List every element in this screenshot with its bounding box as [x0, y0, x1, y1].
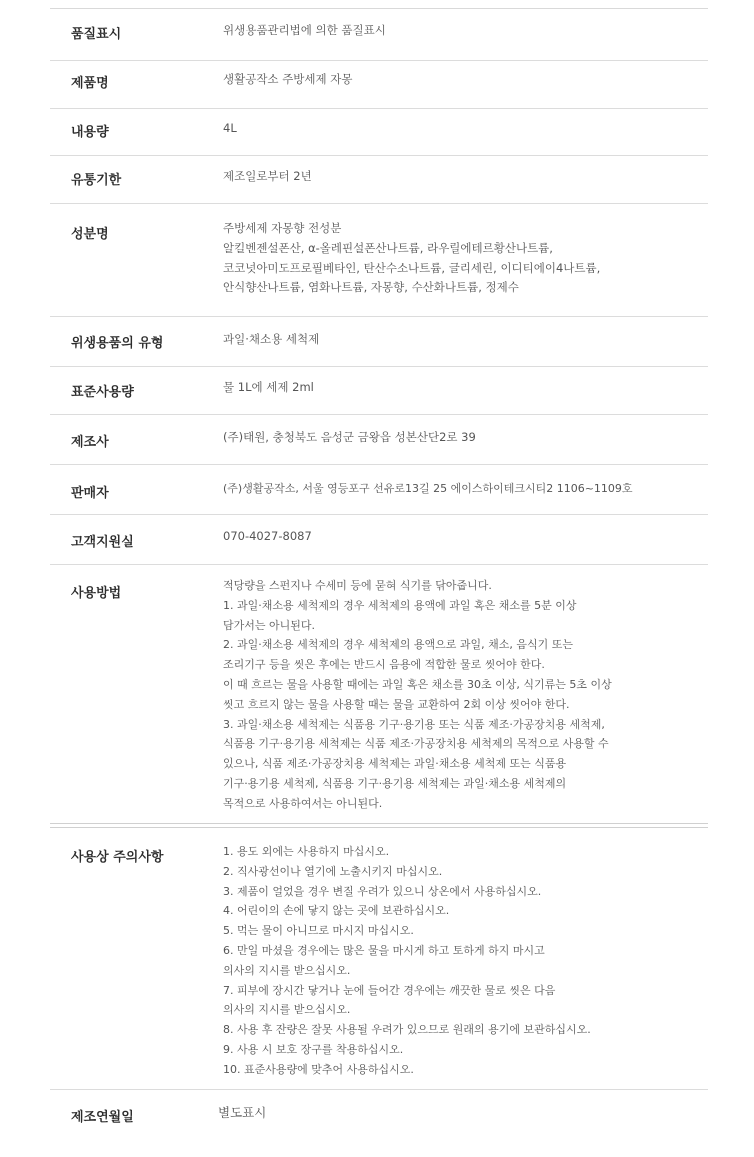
value-line: 3. 과일·채소용 세척제는 식품용 기구·용기용 또는 식품 제조·가공장치용 세척제, [223, 717, 605, 731]
row-label: 판매자 [71, 486, 109, 501]
value-line: 생활공작소 주방세제 자몽 [223, 72, 353, 86]
table-row-product-type [50, 317, 708, 367]
row-label: 제조연월일 [71, 1110, 134, 1125]
value-line: 별도표시 [218, 1105, 267, 1120]
row-value [223, 219, 600, 298]
value-line: 안식향산나트륨, 염화나트륨, 자몽향, 수산화나트륨, 정제수 [223, 280, 519, 295]
value-line: (주)생활공작소, 서울 영등포구 선유로13길 25 에이스하이테크시티2 1106~1109호 [223, 482, 633, 495]
row-value [223, 842, 591, 1080]
value-line: 기구·용기용 세척제, 식품용 기구·용기용 세척제는 과일·채소용 세척제의 [223, 776, 567, 790]
value-line: 3. 제품이 얼었을 경우 변질 우려가 있으니 상온에서 사용하십시오. [223, 884, 542, 898]
row-label: 위생용품의 유형 [71, 336, 164, 351]
value-line: 적당량을 스펀지나 수세미 등에 묻혀 식기를 닦아줍니다. [223, 579, 492, 592]
row-label: 제조사 [71, 435, 109, 450]
value-line: 담가서는 아니된다. [223, 618, 316, 632]
value-line: 있으나, 식품 제조·가공장치용 세척제는 과일·채소용 세척제 또는 식품용 [223, 757, 567, 771]
row-label: 품질표시 [71, 27, 122, 42]
table-row-manufacturer [50, 415, 708, 465]
value-line: 2. 직사광선이나 열기에 노출시키지 마십시오. [223, 864, 443, 878]
row-value [218, 1103, 266, 1123]
value-line: 5. 먹는 물이 아니므로 마시지 마십시오. [223, 924, 414, 938]
row-value [223, 479, 633, 499]
value-line: 9. 사용 시 보호 장구를 착용하십시오. [223, 1042, 404, 1056]
value-line: (주)태원, 충청북도 음성군 금왕읍 성본산단2로 39 [223, 430, 476, 444]
row-value [223, 527, 312, 547]
table-row-quality-label [50, 9, 708, 61]
row-value [223, 428, 476, 448]
value-line: 이 때 흐르는 물을 사용할 때에는 과일 혹은 채소를 30초 이상, 식기류는 5초 이상 [223, 677, 612, 691]
row-value [223, 576, 612, 814]
row-value [223, 21, 386, 41]
row-value [223, 167, 312, 187]
value-line: 씻고 흐르지 않는 물을 사용할 때는 물을 교환하여 2회 이상 씻어야 한다. [223, 697, 570, 711]
row-label: 유통기한 [71, 173, 122, 188]
value-line: 주방세제 자몽향 전성분 [223, 221, 342, 235]
table-row-ingredients [50, 204, 708, 317]
row-value [223, 330, 319, 350]
table-row-precautions [50, 828, 708, 1090]
table-row-volume [50, 109, 708, 156]
value-line: 1. 과일·채소용 세척제의 경우 세척제의 용액에 과일 혹은 채소를 5분 이상 [223, 598, 577, 612]
row-label: 고객지원실 [71, 535, 134, 550]
value-line: 조리기구 등을 씻은 후에는 반드시 음용에 적합한 물로 씻어야 한다. [223, 658, 545, 672]
row-label: 사용상 주의사항 [71, 850, 164, 865]
value-line: 코코넛아미도프로필베타인, 탄산수소나트륨, 글리세린, 이디티에이4나트륨, [223, 260, 601, 275]
value-line: 7. 피부에 장시간 닿거나 눈에 들어간 경우에는 깨끗한 물로 씻은 다음 [223, 983, 556, 997]
value-line: 070-4027-8087 [223, 529, 312, 543]
value-line: 6. 만일 마셨을 경우에는 많은 물을 마시게 하고 토하게 하지 마시고 [223, 943, 545, 957]
table-row-usage-instructions [50, 565, 708, 823]
table-row-customer-support [50, 515, 708, 565]
row-value [223, 378, 314, 398]
value-line: 과일·채소용 세척제 [223, 332, 320, 346]
row-label: 제품명 [71, 76, 109, 91]
table-row-product-name [50, 61, 708, 109]
value-line: 의사의 지시를 받으십시오. [223, 963, 351, 977]
table-row-shelf-life [50, 156, 708, 204]
value-line: 2. 과일·채소용 세척제의 경우 세척제의 용액으로 과일, 채소, 음식기 또는 [223, 638, 573, 652]
value-line: 8. 사용 후 잔량은 잘못 사용될 우려가 있으므로 원래의 용기에 보관하십시오. [223, 1023, 591, 1037]
row-label: 표준사용량 [71, 385, 134, 400]
row-value [223, 70, 353, 90]
value-line: 10. 표준사용량에 맞추어 사용하십시오. [223, 1062, 414, 1076]
value-line: 목적으로 사용하여서는 아니된다. [223, 796, 383, 810]
value-line: 위생용품관리법에 의한 품질표시 [223, 23, 386, 37]
value-line: 알킬벤젠설폰산, α-올레핀설폰산나트륨, 라우릴에테르황산나트륨, [223, 240, 553, 255]
value-line: 식품용 기구·용기용 세척제는 식품 제조·가공장치용 세척제의 목적으로 사용할 수 [223, 737, 609, 751]
table-row-manufacture-date [50, 1090, 708, 1140]
row-value [223, 119, 237, 139]
value-line: 물 1L에 세제 2ml [223, 380, 314, 394]
table-row-standard-usage [50, 367, 708, 415]
row-label: 내용량 [71, 125, 109, 140]
value-line: 1. 용도 외에는 사용하지 마십시오. [223, 845, 390, 858]
section-divider [50, 823, 708, 824]
value-line: 4. 어린이의 손에 닿지 않는 곳에 보관하십시오. [223, 904, 450, 918]
value-line: 의사의 지시를 받으십시오. [223, 1003, 351, 1017]
row-label: 사용방법 [71, 586, 122, 601]
table-row-seller [50, 465, 708, 515]
row-label: 성분명 [71, 227, 109, 242]
value-line: 제조일로부터 2년 [223, 169, 312, 183]
value-line: 4L [223, 121, 237, 135]
